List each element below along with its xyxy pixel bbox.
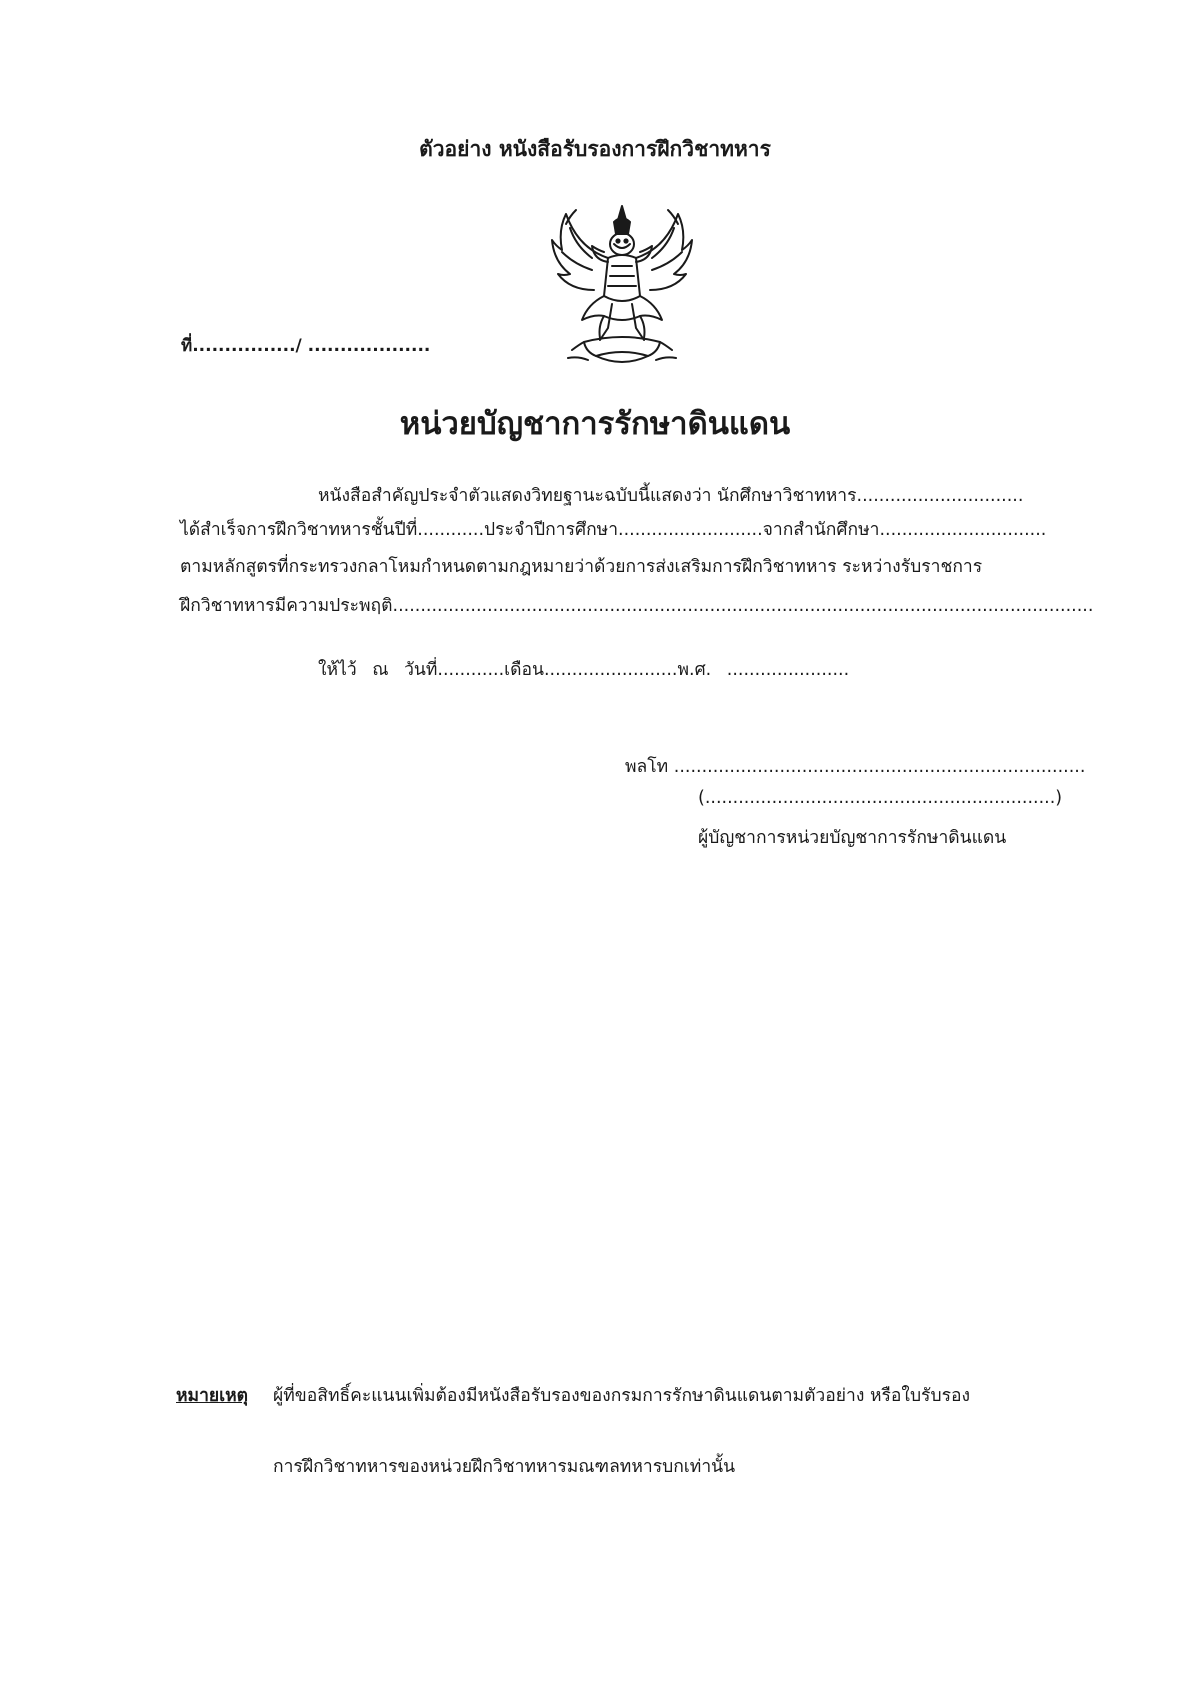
note-line-2: การฝึกวิชาทหารของหน่วยฝึกวิชาทหารมณฑลทหารบกเท่านั้น xyxy=(273,1457,736,1477)
header-title: ตัวอย่าง หนังสือรับรองการฝึกวิชาทหาร xyxy=(419,137,771,161)
note-line-1: ผู้ที่ขอสิทธิ์คะแนนเพิ่มต้องมีหนังสือรับรองของกรมการรักษาดินแดนตามตัวอย่าง หรือใบรับรอง xyxy=(273,1386,971,1406)
body-line-4: ฝึกวิชาทหารมีความประพฤติ.............................................................................................................................. xyxy=(180,596,1094,616)
signature-rank-line: พลโท .......................................................................... xyxy=(625,757,1086,777)
body-line-1: หนังสือสำคัญประจำตัวแสดงวิทยฐานะฉบับนี้แสดงว่า นักศึกษาวิชาทหาร.............................. xyxy=(318,486,1024,506)
given-date-line: ให้ไว้ ณ วันที่............เดือน........................พ.ศ. ...................... xyxy=(318,660,850,680)
signature-name-line: (...............................................................) xyxy=(698,788,1063,808)
organization-title: หน่วยบัญชาการรักษาดินแดน xyxy=(399,406,791,442)
body-line-3: ตามหลักสูตรที่กระทรวงกลาโหมกำหนดตามกฎหมายว่าด้วยการส่งเสริมการฝึกวิชาทหาร ระหว่างรับราชการ xyxy=(180,557,983,577)
reference-number: ที่................/ ................... xyxy=(181,336,431,356)
garuda-emblem-icon xyxy=(548,200,696,372)
signature-position: ผู้บัญชาการหน่วยบัญชาการรักษาดินแดน xyxy=(698,828,1007,848)
body-line-2: ได้สำเร็จการฝึกวิชาทหารชั้นปีที่............ประจำปีการศึกษา..........................จากสำนักศึกษา.............................. xyxy=(180,520,1047,540)
note-label: หมายเหตุ xyxy=(176,1386,249,1406)
